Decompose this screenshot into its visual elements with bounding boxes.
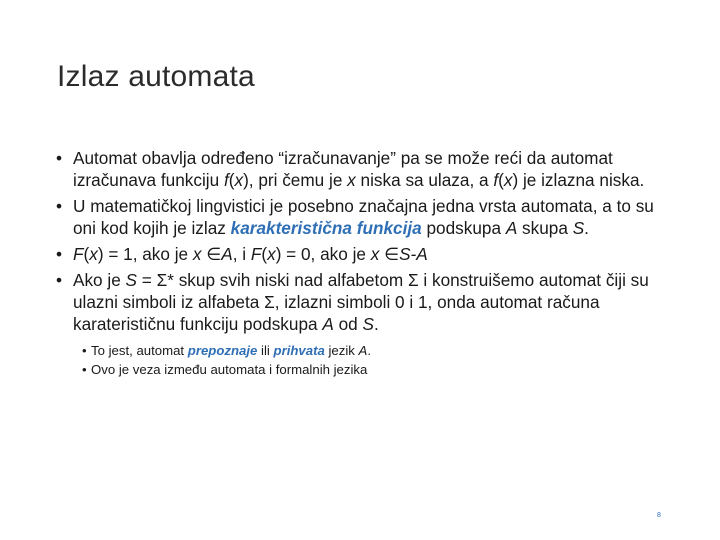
math-F: F (250, 244, 262, 264)
page-number: 8 (657, 512, 661, 519)
subbullet-1-text: To jest, automat (91, 343, 188, 358)
math-A: A (358, 343, 368, 358)
subbullet-1-text: ili (257, 343, 274, 358)
bullet-3-text: , i (232, 244, 251, 264)
bullet-2-text: skupa (517, 218, 573, 238)
bullet-1-text: niska sa ulaza, a (355, 170, 494, 190)
bullet-3-text: ( (261, 244, 268, 264)
highlight-term: prepoznaje (187, 343, 258, 358)
bullet-1-text: Automat obavlja određeno “izračunavanje” pa se može reći da automat izračunava funkciju (73, 148, 613, 190)
math-x: x (347, 170, 356, 190)
bullet-4-text: . (373, 314, 379, 334)
math-S: S (572, 218, 585, 238)
highlight-term: prihvata (273, 343, 325, 358)
math-x: x (267, 244, 276, 264)
bullet-1-text: ) je izlazna niska. (512, 170, 645, 190)
element-of-symbol: ∈ (379, 244, 400, 264)
math-f: f (223, 170, 229, 190)
bullet-2-text: . (584, 218, 589, 238)
math-A: A (221, 244, 233, 264)
bullet-4-text: = Σ* skup svih niski nad alfabetom Σ i konstruišemo automat čiji su ulazni simboli iz alfabeta Σ, izlazni simboli 0 i 1, onda automat računa karaterističnu funkciju podskupa (73, 270, 649, 334)
math-S: S (362, 314, 374, 334)
bullet-3-text: ) = 1, ako je (97, 244, 193, 264)
math-x: x (89, 244, 98, 264)
math-A: A (505, 218, 518, 238)
bullet-2 (56, 195, 672, 239)
subbullet-2-text: Ovo je veza između automata i formalnih jezika (91, 362, 368, 377)
bullet-1-text: ( (228, 170, 235, 190)
subbullet-1 (56, 341, 672, 360)
bullet-1 (56, 147, 672, 191)
highlight-term: karakteristična funkcija (230, 218, 422, 238)
bullet-4-text: od (333, 314, 363, 334)
element-of-symbol: ∈ (201, 244, 222, 264)
bullet-1-text: ( (498, 170, 504, 190)
bullet-4 (56, 269, 672, 335)
math-S: S (125, 270, 138, 290)
bullet-1-text: ), pri čemu je (243, 170, 348, 190)
subbullet-2 (56, 360, 672, 379)
math-x: x (234, 170, 244, 190)
bullet-2-text: podskupa (421, 218, 506, 238)
subbullets (56, 341, 672, 379)
math-F: F (73, 244, 84, 264)
slide-title: Izlaz automata (57, 60, 255, 93)
subbullet-1-text: jezik (324, 343, 359, 358)
math-x: x (192, 244, 202, 264)
bullet-3-text: ) = 0, ako je (275, 244, 371, 264)
bullet-4-text: Ako je (73, 270, 126, 290)
math-f: f (493, 170, 499, 190)
math-S-minus-A: S-A (399, 244, 428, 264)
subbullet-1-text: . (367, 343, 372, 358)
math-A: A (322, 314, 334, 334)
bullet-3 (56, 243, 672, 265)
bullet-2-text: U matematičkoj lingvistici je posebno značajna jedna vrsta automata, a to su oni kod kojih je izlaz (73, 196, 654, 238)
bullet-3-text: ( (83, 244, 90, 264)
slide-content (56, 147, 672, 379)
math-x: x (503, 170, 513, 190)
math-x: x (370, 244, 380, 264)
